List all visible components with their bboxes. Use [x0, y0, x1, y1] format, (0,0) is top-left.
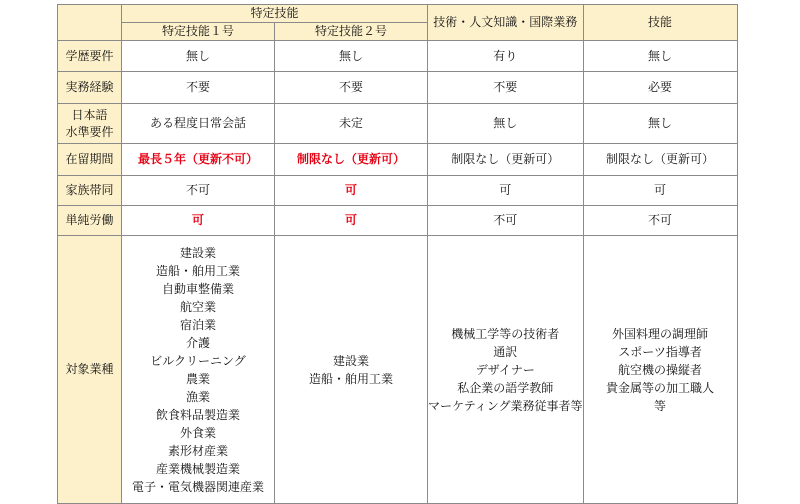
- industry-item: 航空業: [179, 299, 216, 314]
- header-tokutei-gino: 特定技能: [122, 5, 428, 23]
- cell-japanese-2: 未定: [275, 104, 428, 144]
- row-label-simple-labor: 単純労働: [58, 206, 122, 236]
- industry-item: 介護: [185, 335, 210, 350]
- industry-item: 建設業: [179, 245, 216, 260]
- industry-item: 通訳: [493, 344, 518, 359]
- corner-cell: [58, 5, 122, 41]
- industry-item: 産業機械製造業: [155, 461, 240, 476]
- header-tokutei-1: 特定技能１号: [122, 23, 275, 41]
- industry-item: 電子・電気機器関連産業: [131, 479, 264, 494]
- cell-labor-1: 可: [122, 206, 275, 236]
- cell-stay-1: 最長５年（更新不可）: [122, 144, 275, 176]
- cell-experience-2: 不要: [275, 72, 428, 104]
- industry-item: 機械工学等の技術者: [451, 326, 560, 341]
- cell-labor-3: 不可: [428, 206, 584, 236]
- industry-item: ビルクリーニング: [150, 353, 246, 368]
- header-tokutei-2: 特定技能２号: [275, 23, 428, 41]
- row-label-industries: 対象業種: [58, 236, 122, 504]
- industry-item: 私企業の語学教師: [457, 380, 554, 395]
- industry-item: マーケティング業務従事者等: [428, 398, 583, 413]
- cell-education-4: 無し: [583, 41, 737, 72]
- header-gijutsu-jinbun: 技術・人文知識・国際業務: [428, 5, 584, 41]
- industries-list-1: [122, 236, 275, 504]
- industry-item: 素形材産業: [167, 443, 228, 458]
- row-label-stay-period: 在留期間: [58, 144, 122, 176]
- cell-family-3: 可: [428, 176, 584, 206]
- industry-item: 航空機の操縦者: [618, 362, 703, 377]
- cell-japanese-4: 無し: [583, 104, 737, 144]
- cell-experience-3: 不要: [428, 72, 584, 104]
- cell-japanese-1: ある程度日常会話: [122, 104, 275, 144]
- industry-item: 外国料理の調理師: [612, 326, 709, 341]
- industry-item: 外食業: [179, 425, 216, 440]
- industry-item: 造船・舶用工業: [155, 263, 240, 278]
- industry-item: 飲食料品製造業: [155, 407, 240, 422]
- industries-list-2: [275, 236, 428, 504]
- industries-list-4: [583, 236, 737, 504]
- cell-education-3: 有り: [428, 41, 584, 72]
- industry-item: スポーツ指導者: [618, 344, 702, 359]
- cell-education-1: 無し: [122, 41, 275, 72]
- row-label-education: 学歴要件: [58, 41, 122, 72]
- cell-family-2: 可: [275, 176, 428, 206]
- industry-item: デザイナー: [475, 362, 535, 377]
- cell-experience-1: 不要: [122, 72, 275, 104]
- cell-japanese-3: 無し: [428, 104, 584, 144]
- industry-item: 漁業: [185, 389, 210, 404]
- row-label-experience: 実務経験: [58, 72, 122, 104]
- industry-item: 等: [654, 398, 667, 413]
- industry-item: 貴金属等の加工職人: [606, 380, 715, 395]
- comparison-table-wrapper: [57, 4, 738, 504]
- row-label-family: 家族帯同: [58, 176, 122, 206]
- industry-item: 農業: [185, 371, 210, 386]
- visa-comparison-table: [57, 4, 738, 504]
- cell-family-4: 可: [583, 176, 737, 206]
- cell-stay-4: 制限なし（更新可）: [583, 144, 737, 176]
- cell-labor-4: 不可: [583, 206, 737, 236]
- cell-family-1: 不可: [122, 176, 275, 206]
- industry-item: 造船・舶用工業: [308, 371, 393, 386]
- cell-labor-2: 可: [275, 206, 428, 236]
- industry-item: 建設業: [332, 353, 369, 368]
- industry-item: 宿泊業: [179, 317, 216, 332]
- industries-list-3: [428, 236, 584, 504]
- cell-education-2: 無し: [275, 41, 428, 72]
- cell-stay-3: 制限なし（更新可）: [428, 144, 584, 176]
- header-gino: 技能: [583, 5, 737, 41]
- cell-experience-4: 必要: [583, 72, 737, 104]
- row-label-japanese-level: 日本語 水準要件: [58, 104, 122, 144]
- cell-stay-2: 制限なし（更新可）: [275, 144, 428, 176]
- industry-item: 自動車整備業: [161, 281, 234, 296]
